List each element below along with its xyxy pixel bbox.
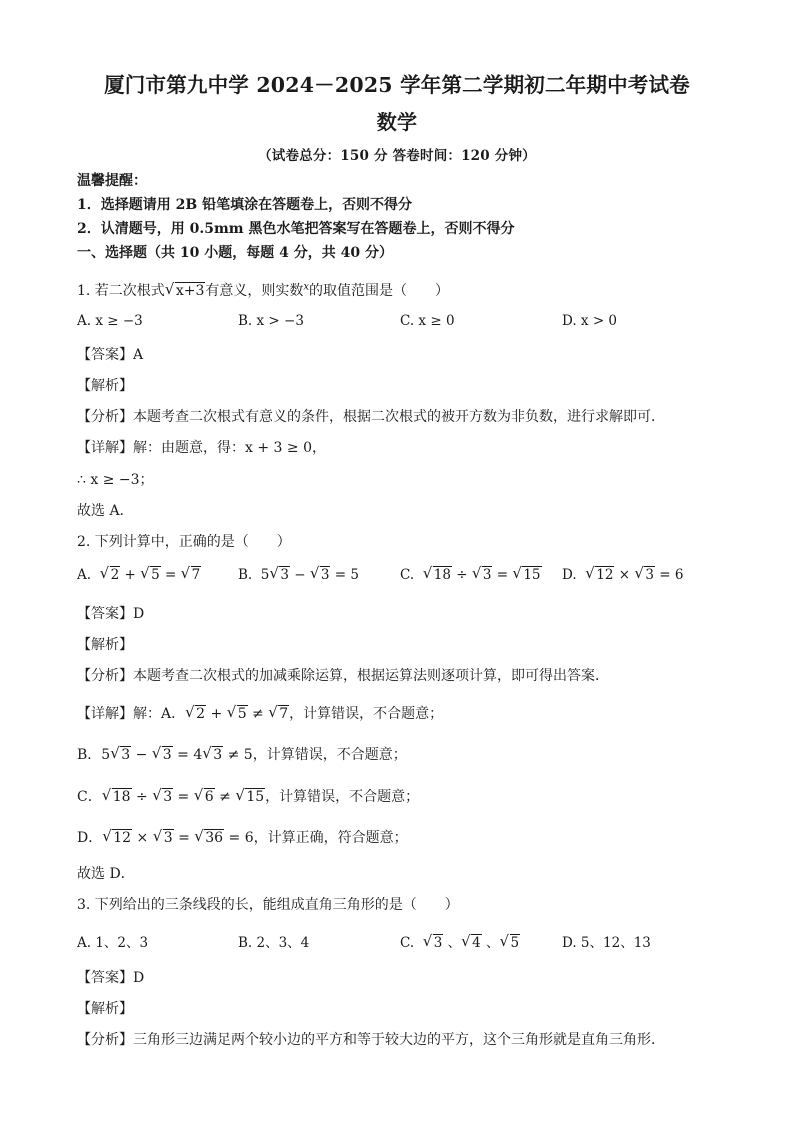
q2-jiexi-label: 【解析】 [77,637,133,653]
q2-stem: 2. 下列计算中，正确的是（ ） [77,534,291,550]
tip-item-1: 1．选择题请用 2B 铅笔填涂在答题卷上，否则不得分 [77,197,413,213]
q1-option-c: C. x ≥ 0 [400,313,455,329]
q2-detail-b: B．5 √ 3 − √ 3 = 4 √ 3 ≠ 5，计算错误，不合题意； [77,744,407,764]
section-heading: 一、选择题（共 10 小题，每题 4 分，共 40 分） [77,245,393,261]
q2-detail-c: C． √ 18 ÷ √ 3 = √ 6 ≠ √ 15，计算错误，不合题意； [77,786,419,806]
q1-jiexi-label: 【解析】 [77,378,133,394]
q2-analysis: 【分析】本题考查二次根式的加减乘除运算，根据运算法则逐项计算，即可得出答案． [77,668,609,684]
q2-detail-a: 【详解】解：A． √ 2 + √ 5 ≠ √ 7，计算错误，不合题意； [77,703,443,723]
q1-step: ∴ x ≥ −3； [77,472,154,488]
q2-option-b: B. 5 √ 3 − √ 3 = 5 [238,567,359,583]
tip-item-2: 2．认清题号，用 0.5mm 黑色水笔把答案写在答题卷上，否则不得分 [77,221,515,237]
q1-conclusion: 故选 A． [77,503,134,519]
q2-option-d: D. √ 12 × √ 3 = 6 [562,567,683,583]
q1-option-d: D. x > 0 [562,313,618,329]
q3-option-a: A. 1、2、3 [77,935,149,951]
exam-title: 厦门市第九中学 2024－2025 学年第二学期初二年期中考试卷 [104,73,690,97]
q2-conclusion: 故选 D． [77,866,135,882]
q3-jiexi-label: 【解析】 [77,1001,133,1017]
q1-analysis: 【分析】本题考查二次根式有意义的条件，根据二次根式的被开方数为非负数，进行求解即可． [77,409,665,425]
q2-option-c: C. √ 18 ÷ √ 3 = √ 15 [400,567,542,583]
q1-stem: 1. 若二次根式 √ x+3有意义，则实数$^x$的取值范围是（ ） [77,280,449,300]
q3-stem: 3. 下列给出的三条线段的长，能组成直角三角形的是（ ） [77,897,459,913]
q3-option-b: B. 2、3、4 [238,935,310,951]
q3-option-c: C. √ 3 、 √ 4 、 √ 5 [400,931,520,951]
exam-meta: （试卷总分：150 分 答卷时间：120 分钟） [258,148,536,164]
q2-detail-d: D． √ 12 × √ 3 = √ 36 = 6，计算正确，符合题意； [77,827,408,847]
q1-option-a: A. x ≥ −3 [77,313,143,329]
q1-answer: 【答案】A [77,347,144,363]
q3-answer: 【答案】D [77,970,145,986]
tips-heading: 温馨提醒： [77,173,147,189]
q3-option-d: D. 5、12、13 [562,935,651,951]
subject-title: 数学 [376,110,418,134]
q1-option-b: B. x > −3 [238,313,304,329]
q1-radical: √ x+3 [166,283,206,299]
q1-detail: 【详解】解：由题意，得：x + 3 ≥ 0， [77,440,326,456]
q2-answer: 【答案】D [77,606,145,622]
q2-option-a: A. √ 2 + √ 5 = √ 7 [77,567,201,583]
q3-analysis: 【分析】三角形三边满足两个较小边的平方和等于较大边的平方，这个三角形就是直角三角形． [77,1032,665,1048]
